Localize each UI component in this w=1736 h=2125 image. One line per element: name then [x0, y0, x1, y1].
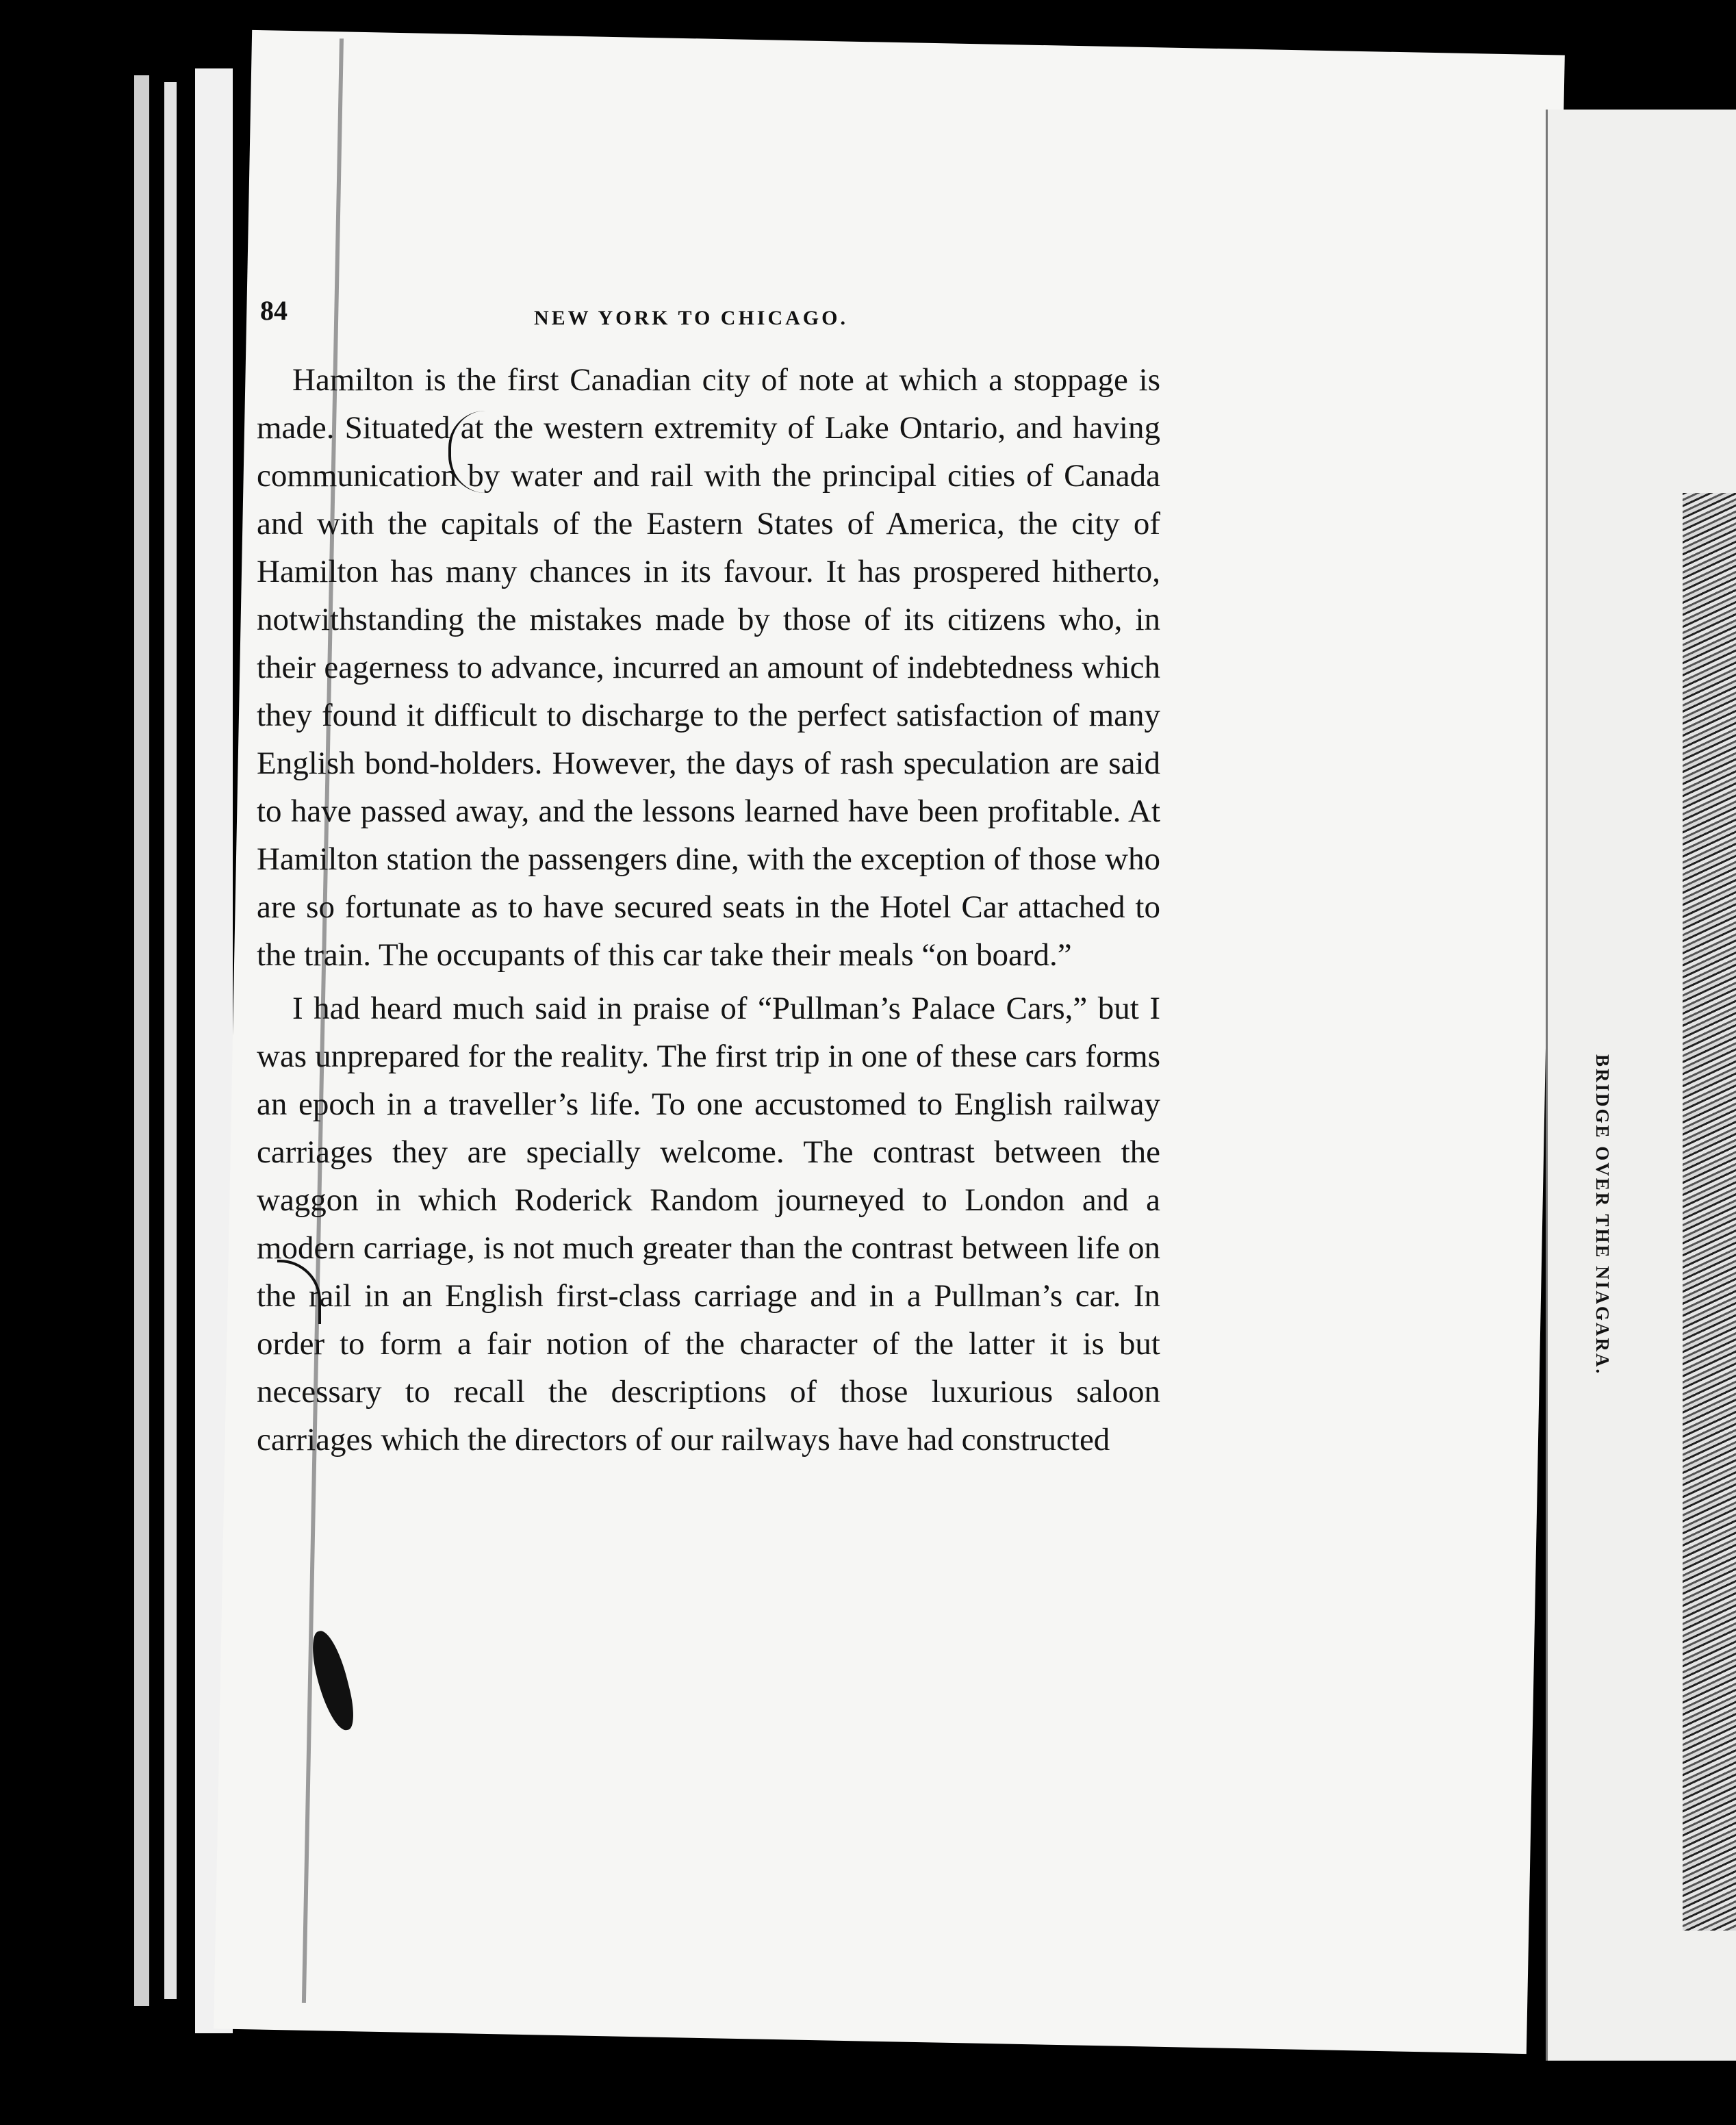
- page-number: 84: [260, 295, 288, 326]
- body-text: [257, 356, 1160, 1469]
- plate-caption: BRIDGE OVER THE NIAGARA.: [1592, 1054, 1613, 1376]
- facing-plate: [1546, 110, 1736, 2061]
- running-title: NEW YORK TO CHICAGO.: [534, 307, 848, 329]
- book-edge: [134, 75, 149, 2006]
- book-edge: [164, 82, 177, 1999]
- paragraph: Hamilton is the first Canadian city of note at which a stoppage is made. Situated at the western extremity of Lake Ontario, and having communication by water and rail with the principal cities of Canada and with the capitals of the Eastern States of America, the city of Hamilton has many chances in its favour. It has prospered hitherto, notwithstanding the mistakes made by those of its citizens who, in their eagerness to advance, incurred an amount of indebtedness which they found it difficult to discharge to the perfect satisfaction of many English bond-holders. However, the days of rash speculation are said to have passed away, and the lessons learned have been profitable. At Hamilton station the passengers dine, with the exception of those who are so fortunate as to have secured seats in the Hotel Car attached to the train. The occupants of this car take their meals “on board.”: [257, 362, 1160, 973]
- engraving-illustration: [1683, 493, 1736, 1931]
- plate-edge: [1546, 110, 1548, 2061]
- paragraph: I had heard much said in praise of “Pullman’s Palace Cars,” but I was unprepared for the reality. The first trip in one of these cars forms an epoch in a traveller’s life. To one accustomed to English railway carriages they are specially welcome. The contrast between the waggon in which Roderick Random journeyed to London and a modern carriage, is not much greater than the contrast between life on the rail in an English first-class carriage and in a Pullman’s car. In order to form a fair notion of the character of the latter it is but necessary to recall the descriptions of those luxurious saloon carriages which the directors of our railways have had constructed: [257, 991, 1160, 1458]
